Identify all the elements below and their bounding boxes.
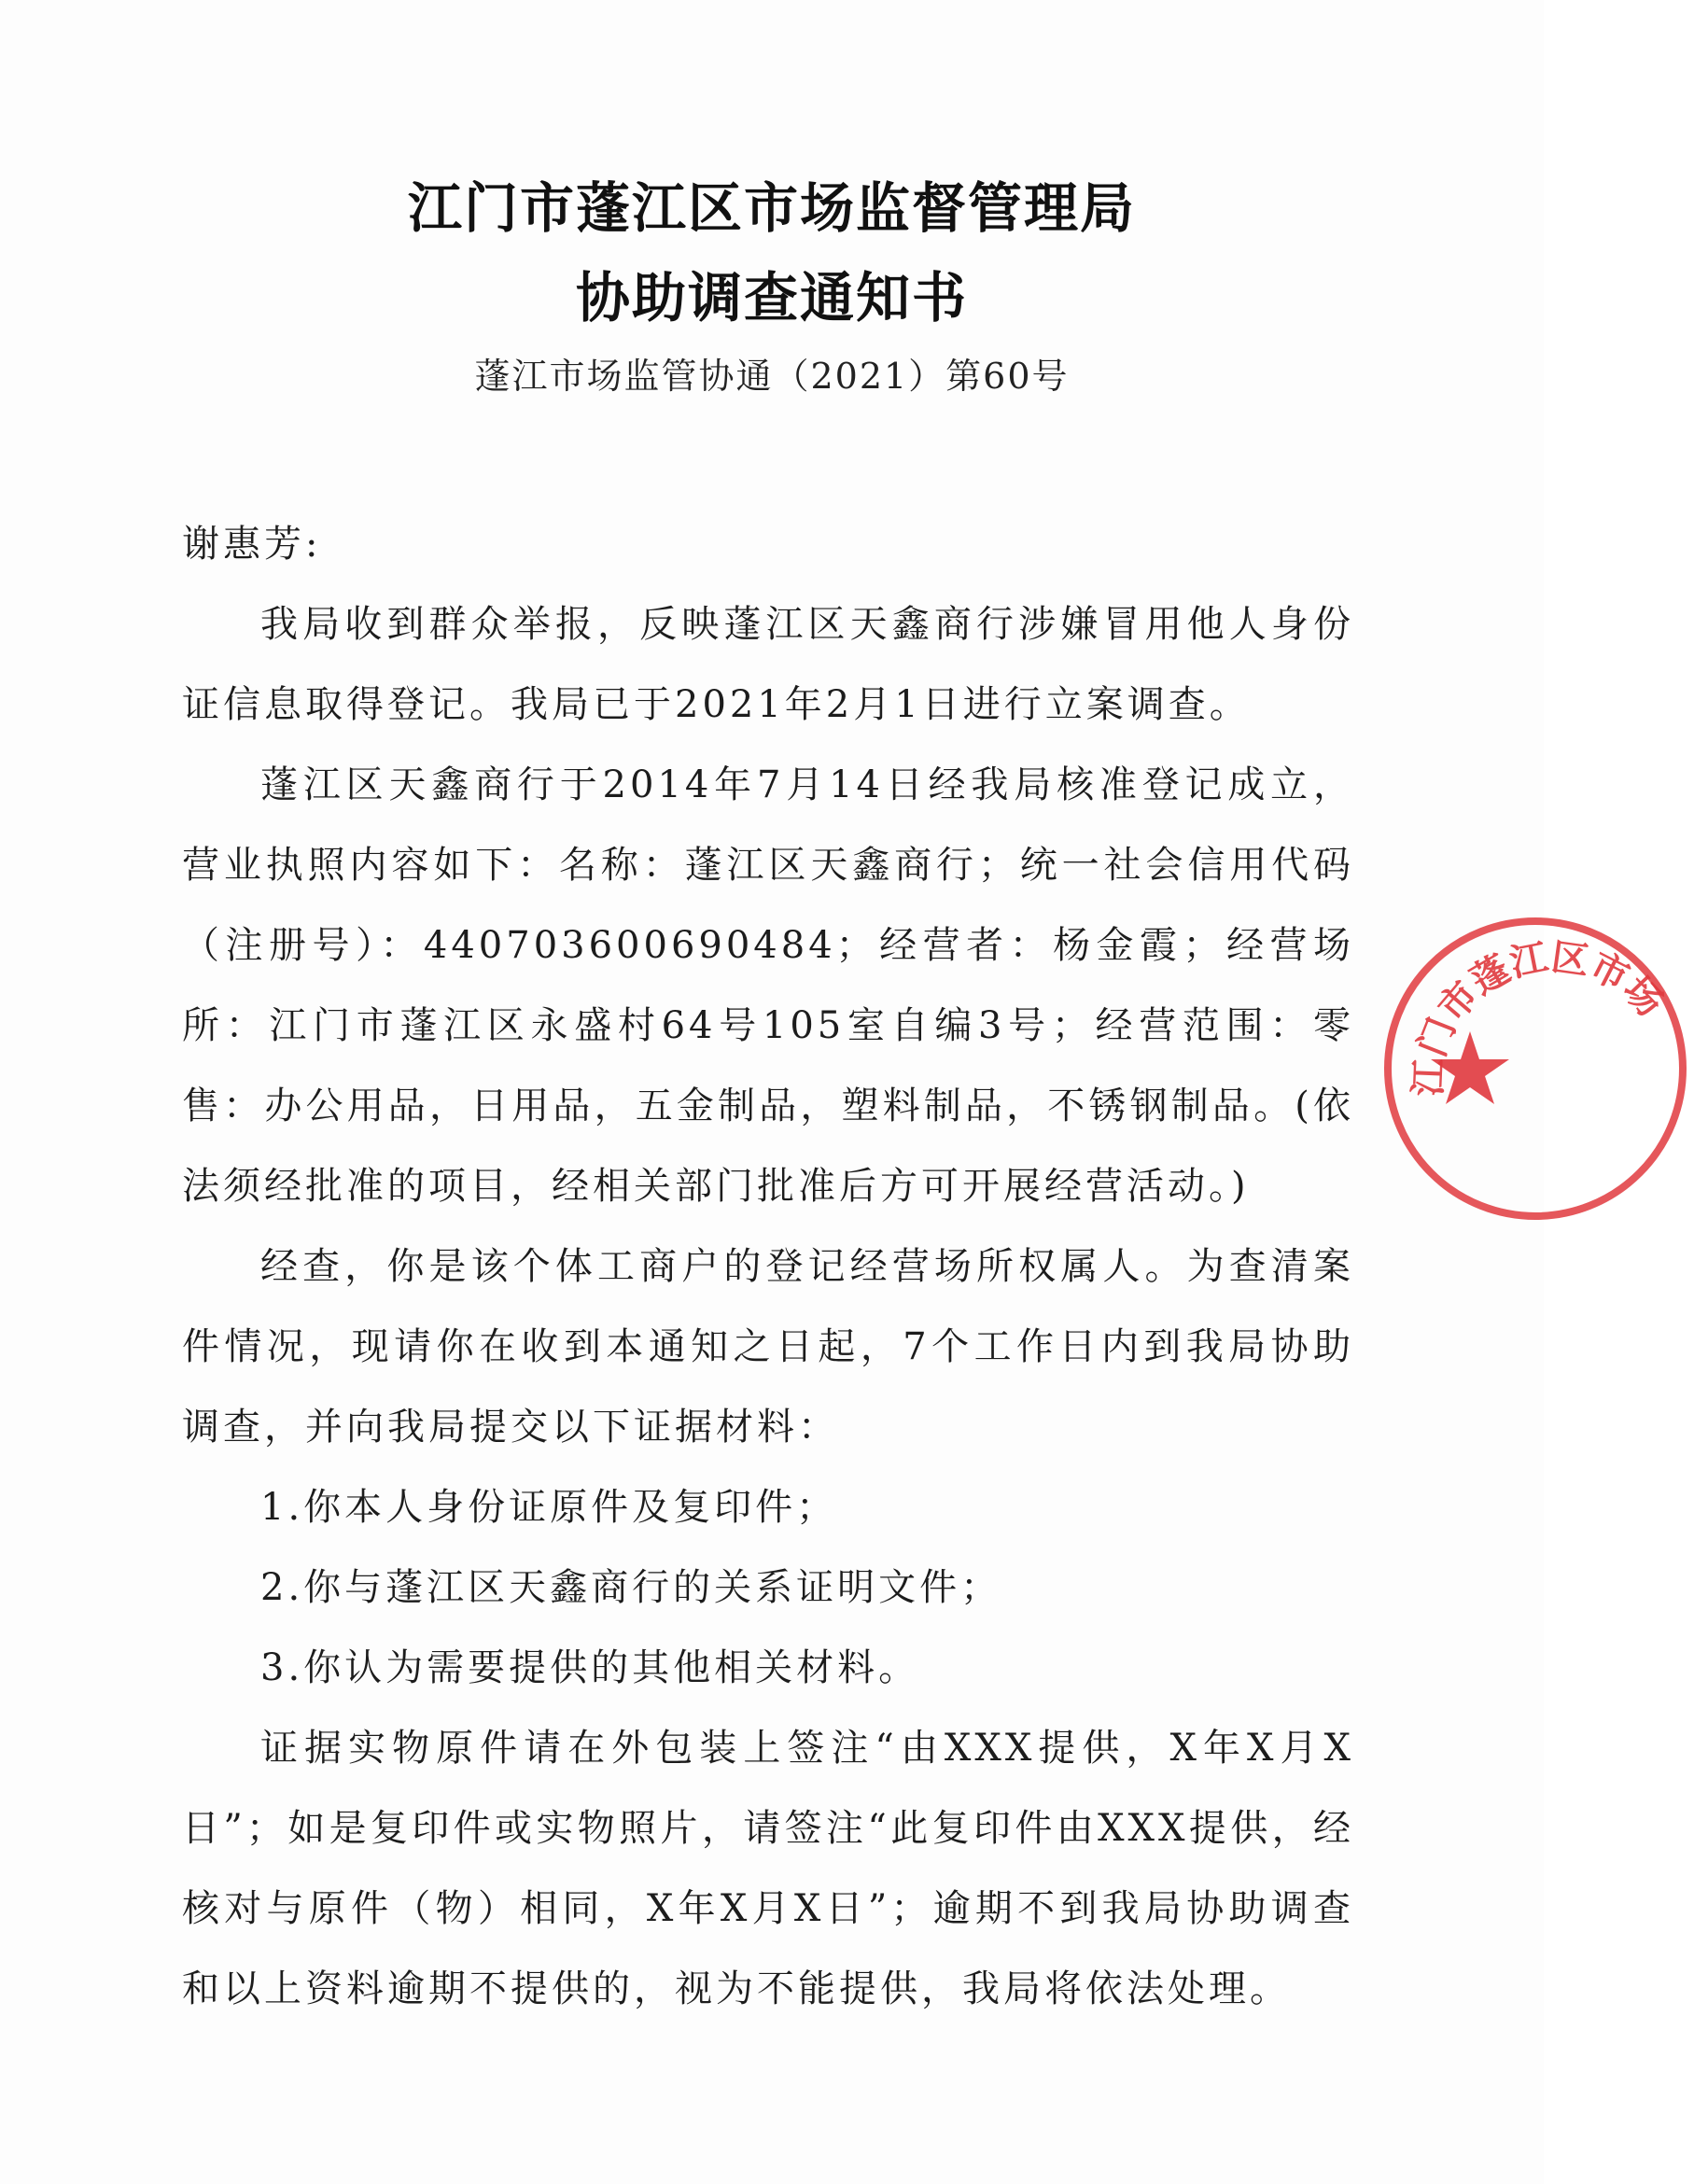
document-number: 蓬江市场监管协通（2021）第60号 [474, 356, 1070, 397]
paragraph-evidence-notes: 证据实物原件请在外包装上签注“由XXX提供，X年X月X日”；如是复印件或实物照片，请签注“此复印件由XXX提供，经核对与原件（物）相同，X年X月X日”；逾期不到我局协助调查和以上资料逾期不提供的，视为不能提供，我局将依法处理。 [182, 1727, 1354, 2010]
document-body [182, 504, 1354, 2029]
list-item-1: 1.你本人身份证原件及复印件； [260, 1486, 838, 1529]
list-item-2: 2.你与蓬江区天鑫商行的关系证明文件； [260, 1566, 1002, 1609]
official-seal-stamp [1377, 910, 1694, 1227]
paragraph-request: 经查，你是该个体工商户的登记经营场所权属人。为查清案件情况，现请你在收到本通知之日起，7个工作日内到我局协助调查，并向我局提交以下证据材料： [182, 1245, 1354, 1449]
paragraph-complaint: 我局收到群众举报，反映蓬江区天鑫商行涉嫌冒用他人身份证信息取得登记。我局已于2021年2月1日进行立案调查。 [182, 603, 1354, 726]
list-item-3: 3.你认为需要提供的其他相关材料。 [260, 1646, 920, 1689]
salutation: 谢惠芳: [182, 523, 322, 566]
document-title-line2: 协助调查通知书 [575, 266, 968, 329]
document-title-line1: 江门市蓬江区市场监督管理局 [407, 176, 1136, 240]
seal-text: 江门市蓬江区市场 [1406, 934, 1673, 1098]
paragraph-business-info: 蓬江区天鑫商行于2014年7月14日经我局核准登记成立，营业执照内容如下：名称：蓬江区天鑫商行；统一社会信用代码（注册号）：440703600690484；经营者：杨金霞；经营场所：江门市蓬江区永盛村64号105室自编3号；经营范围：零售：办公用品，日用品，五金制品，塑料制品，不锈钢制品。(依法须经批准的项目，经相关部门批准后方可开展经营活动。) [182, 763, 1354, 1208]
